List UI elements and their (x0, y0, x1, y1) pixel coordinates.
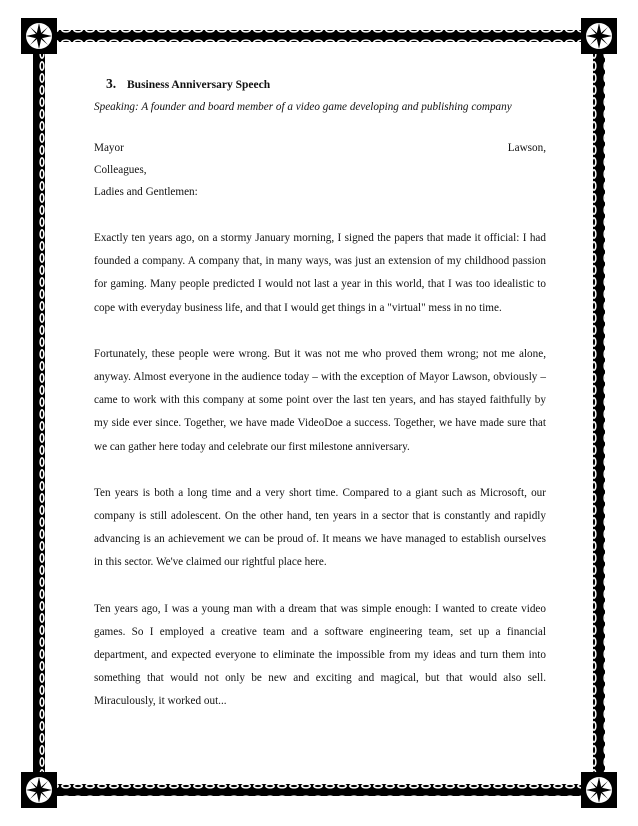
speaker-description: Speaking: A founder and board member of a video game developing and publishing company (94, 101, 512, 113)
border-bottom (40, 784, 598, 796)
border-corner-top-right (581, 18, 617, 54)
heading-title: Business Anniversary Speech (127, 79, 271, 91)
salutation-lawson: Lawson, (507, 142, 546, 154)
salutation-mayor: Mayor (94, 142, 124, 154)
speech-heading (106, 76, 546, 92)
border-right (593, 48, 605, 778)
border-corner-bottom-right (581, 772, 617, 808)
border-left (33, 48, 45, 778)
document-page (94, 76, 546, 737)
paragraph-2: Fortunately, these people were wrong. But it was not me who proved them wrong; not me alone, anyway. Almost everyone in the audience today – with the exception of Mayor Lawson, obviously – came to work with this company at some point over the last ten years, and has stayed faithfully by my side ever since. Together, we have made VideoDoe a success. Together, we have made sure that we can gather here today and celebrate our first milestone anniversary. (94, 347, 546, 453)
border-corner-top-left (21, 18, 57, 54)
heading-number: 3. (106, 76, 117, 91)
paragraph-3: Ten years is both a long time and a very short time. Compared to a giant such as Microsoft, our company is still adolescent. On the other hand, ten years in a sector that is constantly and rapidly advancing is an achievement we can be proud of. It means we have managed to establish ourselves in this sector. We've claimed our rightful place here. (94, 486, 546, 569)
border-corner-bottom-left (21, 772, 57, 808)
salutation (94, 137, 546, 203)
paragraph-4: Ten years ago, I was a young man with a dream that was simple enough: I wanted to create video games. So I employed a creative team and a software engineering team, set up a financial department, and expected everyone to eliminate the impossible from my ideas and turn them into something that would not only be new and exciting and magical, but that would also sell. Miraculously, it worked out... (94, 602, 546, 708)
salutation-ladies-gentlemen: Ladies and Gentlemen: (94, 186, 198, 198)
salutation-colleagues: Colleagues, (94, 164, 147, 176)
border-top (40, 30, 598, 42)
paragraph-1: Exactly ten years ago, on a stormy January morning, I signed the papers that made it official: I had founded a company. A company that, in many ways, was just an extension of my childhood passion for gaming. Many people predicted I would not last a year in this world, that I was too idealistic to cope with everyday business life, and that I would get things in a "virtual" mess in no time. (94, 232, 546, 314)
